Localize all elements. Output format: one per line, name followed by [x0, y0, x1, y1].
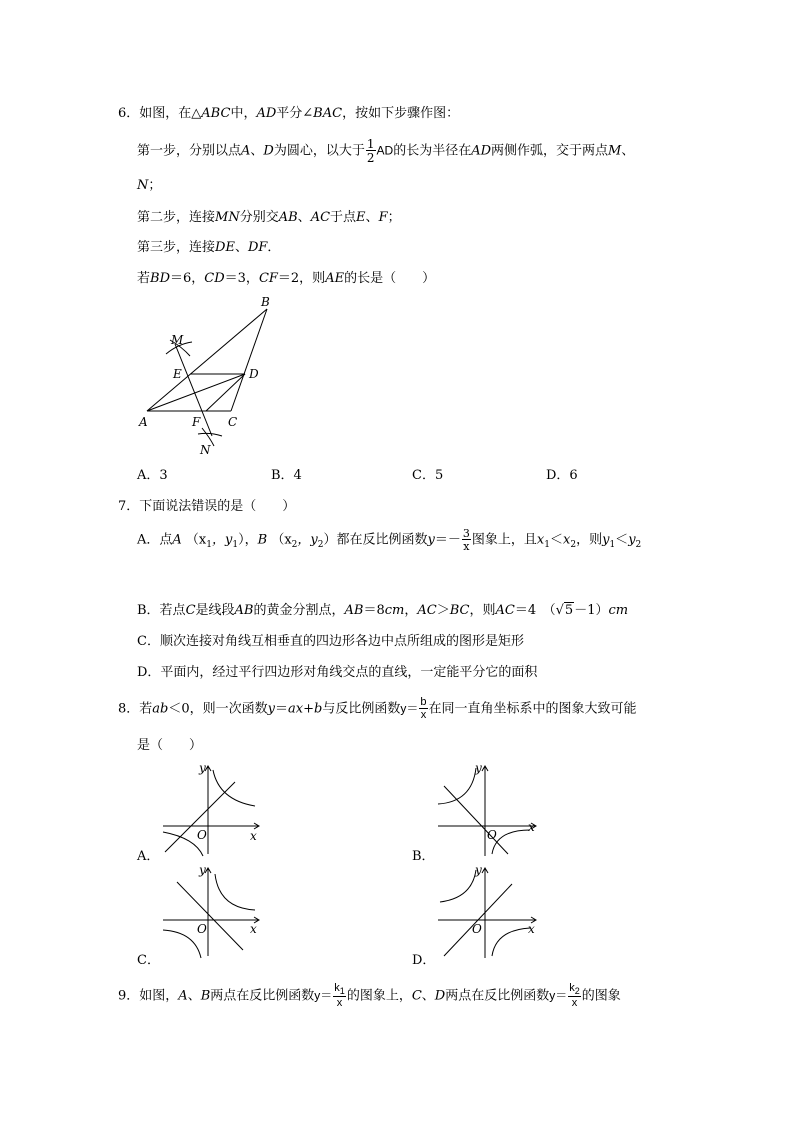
- question-number: 7．: [118, 499, 140, 514]
- svg-text:y: y: [475, 863, 482, 877]
- linear-graph: [444, 786, 508, 854]
- q8-graph-d: [430, 862, 545, 962]
- svg-text:y: y: [199, 761, 206, 775]
- label-a: A: [139, 415, 148, 429]
- q6-condition: 若BD＝6，CD＝3，CF＝2，则AE的长是（ ）: [137, 271, 436, 286]
- q6-step1-cont: N；: [137, 178, 162, 193]
- q7-stem: 7．下面说法错误的是（ ）: [118, 499, 296, 514]
- q6-step2: 第二步，连接MN分别交AB、AC于点E、F；: [137, 210, 401, 225]
- linear-graph: [177, 882, 243, 950]
- q6-stem: 6．如图，在△ABC中，AD平分∠BAC，按如下步骤作图：: [118, 106, 460, 121]
- hyperbola-branch-1: [215, 874, 255, 910]
- fraction-b-over-x: $\frac{b}{x}$: [420, 696, 427, 721]
- question-number: 8．: [118, 701, 140, 717]
- fraction-k1-over-x: $\frac{k_1}{x}$: [334, 982, 345, 1010]
- label-b: B: [261, 295, 270, 309]
- sqrt-symbol: √: [555, 603, 564, 618]
- svg-text:y: y: [199, 863, 206, 877]
- hyperbola-branch-1: [438, 768, 476, 804]
- hyperbola-branch-1: [440, 870, 476, 902]
- q7-option-a[interactable]: A．点A （$x_1$，$y_1$），B （$x_2$，$y_2$）都在反比例函数y＝－ $\frac{3}{x}$ 图象上，且$x_1<x_2$，则$y_1<y_2$: [137, 527, 642, 553]
- q6-triangle-figure: [130, 292, 280, 462]
- svg-text:O: O: [472, 922, 482, 936]
- label-n: N: [200, 443, 211, 457]
- q6-option-a[interactable]: A．3: [137, 468, 168, 483]
- svg-text:x: x: [528, 922, 535, 936]
- label-e: E: [173, 367, 182, 381]
- svg-text:O: O: [487, 828, 497, 842]
- q6-option-b[interactable]: B．4: [271, 468, 302, 483]
- fraction-k2-over-x: $\frac{k_2}{x}$: [569, 982, 580, 1010]
- question-number: 6．: [118, 106, 140, 121]
- q6-option-d[interactable]: D．6: [546, 468, 578, 483]
- label-d: D: [249, 367, 259, 381]
- svg-text:x: x: [528, 820, 535, 834]
- arc-n1: [198, 433, 222, 436]
- label-f: F: [192, 415, 201, 429]
- hyperbola-branch-1: [213, 770, 255, 806]
- q6-step3: 第三步，连接DE、DF．: [137, 240, 281, 255]
- svg-text:y: y: [475, 761, 482, 775]
- q8-graph-a: [155, 760, 270, 860]
- q8-option-d[interactable]: D．: [412, 953, 436, 968]
- svg-text:O: O: [197, 828, 207, 842]
- label-m: M: [171, 333, 184, 347]
- q8-option-c[interactable]: C．: [137, 953, 160, 968]
- segment-ad: [147, 374, 245, 411]
- q6-step1: 第一步，分别以点A、D为圆心，以大于 $\frac{1}{2}$ AD的长为半径在AD两侧作弧，交于两点M、: [137, 137, 635, 165]
- q7-option-b[interactable]: B．若点C是线段AB的黄金分割点，AB＝8cm，AC＞BC，则AC＝4 （√5－1）cm: [137, 603, 629, 618]
- svg-text:x: x: [250, 922, 257, 936]
- question-number: 9．: [118, 988, 140, 1004]
- svg-text:O: O: [197, 922, 207, 936]
- q9-stem: 9．如图，A、B两点在反比例函数y＝ $\frac{k_1}{x}$ 的图象上，C、D两点在反比例函数y＝ $\frac{k_2}{x}$ 的图象: [118, 982, 621, 1010]
- label-c: C: [228, 415, 238, 429]
- hyperbola-branch-2: [163, 930, 201, 958]
- q8-stem: 8．若ab＜0，则一次函数y＝ax+b与反比例函数y＝ $\frac{b}{x}$ 在同一直角坐标系中的图象大致可能: [118, 696, 637, 721]
- q7-option-d[interactable]: D．平面内，经过平行四边形对角线交点的直线，一定能平分它的面积: [137, 665, 538, 680]
- q8-option-a[interactable]: A．: [137, 849, 160, 864]
- q8-stem-cont: 是（ ）: [137, 738, 203, 753]
- q8-option-b[interactable]: B．: [412, 849, 435, 864]
- hyperbola-branch-2: [492, 928, 530, 956]
- q6-option-c[interactable]: C．5: [412, 468, 444, 483]
- svg-text:x: x: [250, 829, 257, 843]
- segment-df: [206, 374, 245, 411]
- q7-option-c[interactable]: C．顺次连接对角线互相垂直的四边形各边中点所组成的图形是矩形: [137, 634, 524, 649]
- q8-graph-c: [155, 862, 270, 962]
- q8-graph-b: [430, 760, 545, 860]
- hyperbola-branch-2: [492, 830, 530, 854]
- fraction-3-over-x: $\frac{3}{x}$: [462, 527, 470, 553]
- fraction-half: $\frac{1}{2}$: [366, 137, 375, 165]
